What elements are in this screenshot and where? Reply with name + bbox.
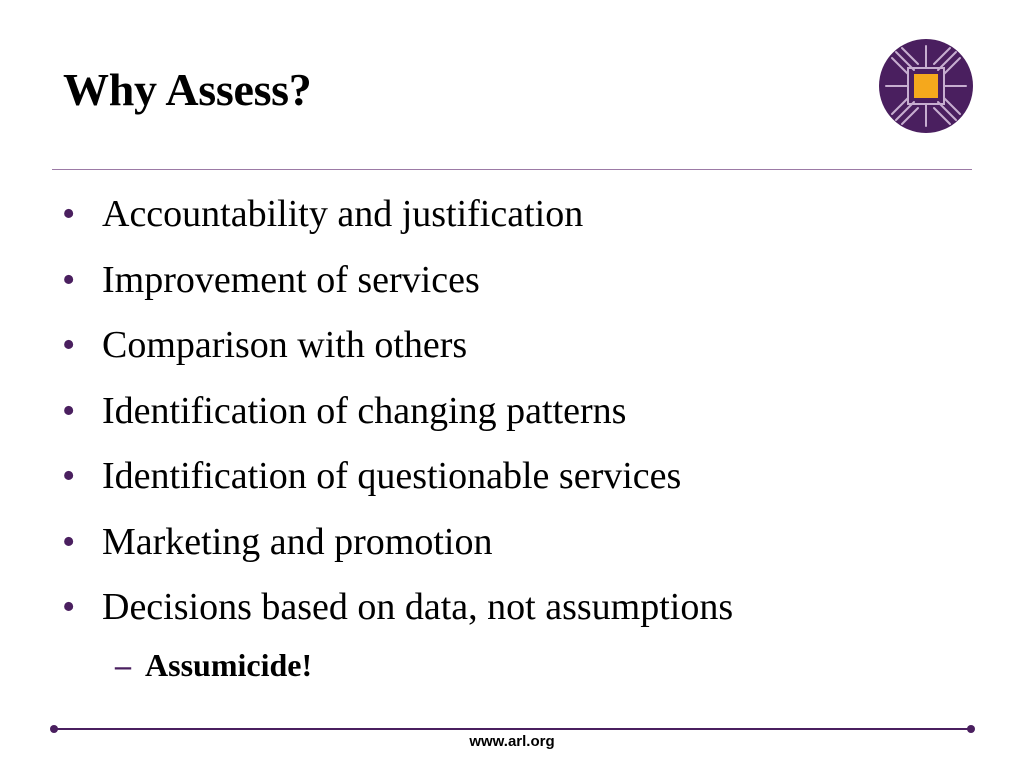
bullet-marker: •	[62, 324, 76, 366]
bullet-marker: •	[62, 389, 76, 432]
list-item	[60, 189, 733, 255]
bullet-marker: •	[62, 586, 76, 628]
arl-logo-icon	[878, 38, 974, 134]
bullet-marker: •	[62, 520, 76, 563]
bullet-text: Identification of changing patterns	[102, 389, 627, 432]
bullet-list	[60, 189, 733, 648]
bullet-text: Comparison with others	[102, 324, 468, 366]
list-item	[60, 451, 733, 517]
bullet-text: Improvement of services	[102, 258, 480, 301]
list-item	[60, 255, 733, 321]
list-item	[60, 386, 733, 452]
list-item	[60, 320, 733, 386]
bullet-marker: •	[62, 455, 76, 497]
bullet-text: Decisions based on data, not assumptions	[102, 586, 734, 628]
footer-url[interactable]: www.arl.org	[469, 733, 555, 750]
sub-bullet-text: Assumicide!	[145, 647, 313, 683]
title-divider	[52, 169, 972, 170]
list-item	[60, 582, 733, 648]
bullet-text: Marketing and promotion	[102, 520, 493, 563]
bullet-marker: •	[62, 258, 76, 301]
bullet-text: Identification of questionable services	[102, 455, 682, 497]
sub-bullet-marker: –	[115, 647, 131, 683]
sub-bullet-item	[115, 643, 312, 687]
bullet-text: Accountability and justification	[102, 193, 584, 235]
bullet-marker: •	[62, 193, 76, 235]
slide-title: Why Assess?	[63, 64, 312, 115]
list-item	[60, 517, 733, 583]
